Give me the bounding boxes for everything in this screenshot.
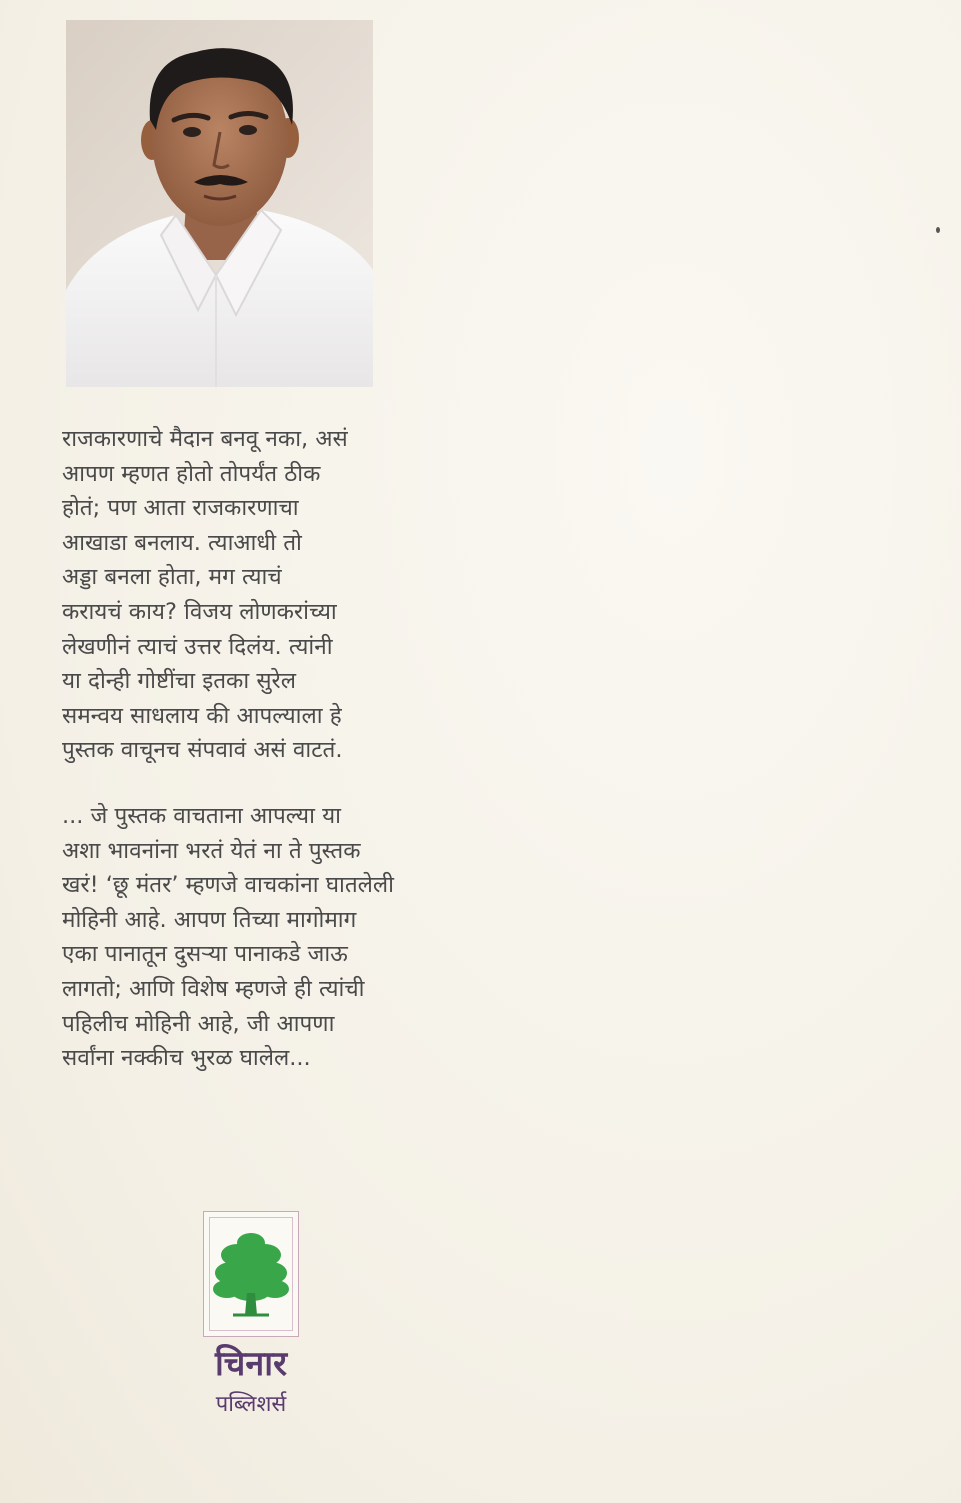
tree-icon <box>211 1227 291 1322</box>
blurb-line: खरं! ‘छू मंतर’ म्हणजे वाचकांना घातलेली <box>62 872 394 899</box>
blurb-line: पुस्तक वाचूनच संपवावं असं वाटतं. <box>62 737 343 764</box>
blurb-line: आपण म्हणत होतो तोपर्यंत ठीक <box>62 460 321 487</box>
blurb-line: सर्वांना नक्कीच भुरळ घालेल... <box>62 1045 311 1072</box>
blurb-paragraph-2 <box>62 799 532 1076</box>
publisher-name: चिनार <box>215 1344 287 1384</box>
blurb-line: समन्वय साधलाय की आपल्याला हे <box>62 702 342 729</box>
blurb-paragraph-1 <box>62 422 532 768</box>
blurb-line: अड्डा बनला होता, मग त्याचं <box>62 564 282 591</box>
print-speck <box>936 227 940 233</box>
publisher-subtitle: पब्लिशर्स <box>215 1392 287 1417</box>
blurb-line: अशा भावनांना भरतं येतं ना ते पुस्तक <box>62 837 361 864</box>
author-photo <box>66 20 373 387</box>
blurb-line: ... जे पुस्तक वाचताना आपल्या या <box>62 802 341 829</box>
blurb-line: होतं; पण आता राजकारणाचा <box>62 495 299 522</box>
author-portrait-icon <box>66 20 373 387</box>
publisher-logo <box>203 1211 299 1337</box>
blurb-line: या दोन्ही गोष्टींचा इतका सुरेल <box>62 668 296 695</box>
blurb-line: लागतो; आणि विशेष म्हणजे ही त्यांची <box>62 975 365 1002</box>
blurb-line: एका पानातून दुसऱ्या पानाकडे जाऊ <box>62 941 348 968</box>
blurb-line: करायचं काय? विजय लोणकरांच्या <box>62 598 337 625</box>
blurb-line: आखाडा बनलाय. त्याआधी तो <box>62 529 302 556</box>
blurb-line: पहिलीच मोहिनी आहे, जी आपणा <box>62 1010 335 1037</box>
blurb-text <box>62 422 532 1076</box>
blurb-line: मोहिनी आहे. आपण तिच्या मागोमाग <box>62 906 357 933</box>
blurb-line: लेखणीनं त्याचं उत्तर दिलंय. त्यांनी <box>62 633 333 660</box>
blurb-line: राजकारणाचे मैदान बनवू नका, असं <box>62 426 348 452</box>
